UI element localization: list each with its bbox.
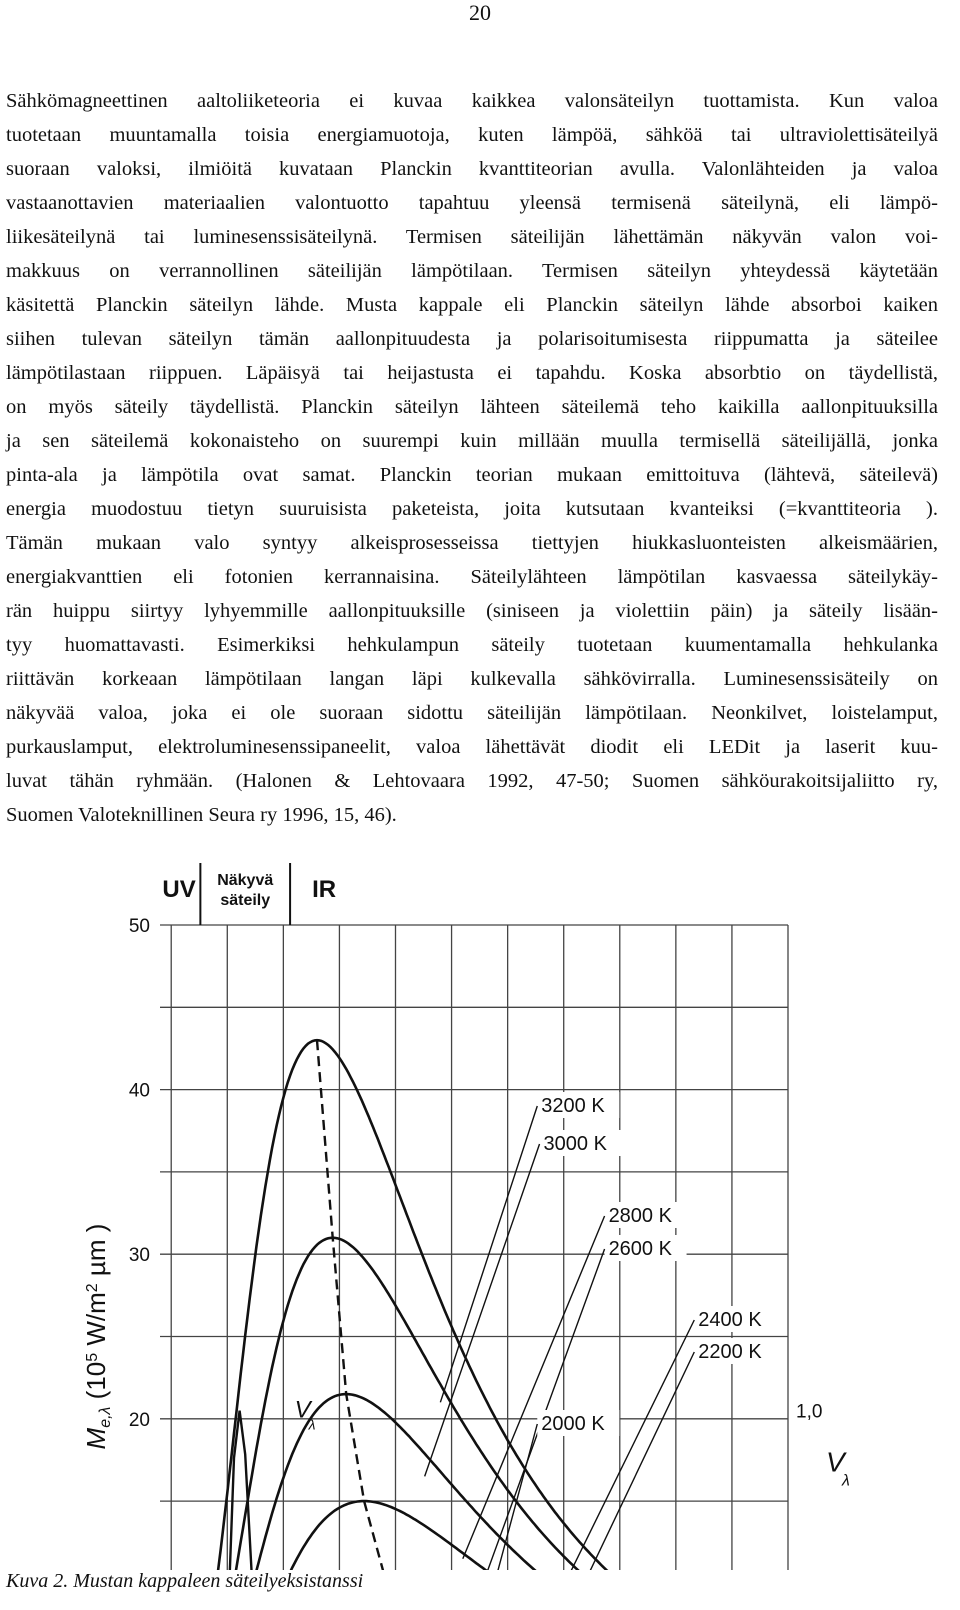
paragraph-line: Suomen Valoteknillinen Seura ry 1996, 15, 46). — [6, 804, 397, 826]
planck-curve-3200k — [160, 1040, 788, 1570]
y2-axis-label-sub: λ — [842, 1472, 850, 1490]
paragraph-line: vastaanottavien materiaalien valontuotto tapahtuu yleensä termisenä säteilynä, eli lämpö- — [6, 192, 938, 214]
region-label-visible: Näkyvä — [217, 872, 274, 889]
paragraph-line: liikesäteilynä tai luminesenssisäteilynä. Termisen säteilijän lähettämän näkyvän valon voi- — [6, 226, 938, 248]
chart-labels — [81, 872, 850, 1570]
paragraph-line: riittävän korkeaan lämpötilaan langan läpi kulkevalla sähkövirralla. Luminesenssisäteily on — [6, 668, 938, 690]
planck-curve-2800k — [160, 1394, 788, 1570]
chart-grid — [160, 925, 788, 1570]
paragraph-line: Tämän mukaan valo syntyy alkeisprosesseissa tiettyjen hiukkasluonteisten alkeismäärien, — [6, 532, 938, 554]
region-label-visible: säteily — [220, 892, 271, 909]
body-paragraph — [6, 84, 938, 832]
paragraph-line: pinta-ala ja lämpötila ovat samat. Planckin teorian mukaan emittoituva (lähtevä, säteilevä) — [6, 464, 938, 486]
v-lambda-curve — [200, 1411, 283, 1570]
y-tick-label: 20 — [128, 1409, 150, 1431]
paragraph-line: ja sen säteilemä kokonaisteho on suurempi kuin millään muulla termisellä säteilijällä, jonka — [6, 430, 938, 452]
series-leader-line — [474, 1249, 605, 1570]
y-tick-label: 50 — [128, 916, 150, 937]
paragraph-line: on myös säteily täydellistä. Planckin säteilyn lähteen säteilemä teho kaikilla aallonpituuksilla — [6, 396, 938, 418]
series-label: 3200 K — [541, 1095, 605, 1117]
series-leader-line — [452, 1424, 538, 1570]
paragraph-line: lämpötilastaan riippuen. Läpäisyä tai heijastusta ei tapahdu. Koska absorbtio on täydellistä, — [6, 362, 938, 384]
v-lambda-label-sub: λ — [308, 1416, 316, 1433]
figure-caption: Kuva 2. Mustan kappaleen säteilyeksistanssi — [6, 1570, 364, 1592]
series-label: 2200 K — [698, 1341, 762, 1363]
series-label: 3000 K — [543, 1133, 607, 1155]
series-leader-line — [425, 1144, 540, 1476]
y-axis-label-text: Me,λ ($10^5$ $W/m^2$ µm ) — [81, 1223, 114, 1450]
y-axis-label — [81, 1224, 114, 1450]
paragraph-line: energiakvanttien eli fotonien kerrannaisina. Säteilylähteen lämpötilan kasvaessa säteilykäy- — [6, 566, 938, 588]
paragraph-line: rän huippu siirtyy lyhyemmille aallonpituuksille (siniseen ja violettiin päin) ja säteily lisään- — [6, 600, 938, 622]
series-leader-line — [519, 1320, 694, 1570]
paragraph-line: suoraan valoksi, ilmiöitä kuvataan Planckin kvanttiteorian avulla. Valonlähteiden ja valoa — [6, 158, 938, 180]
v-lambda-label: V — [294, 1396, 311, 1424]
region-label-ir: IR — [312, 876, 337, 903]
paragraph-line: energia muodostuu tietyn suuruisista paketeista, joita kutsutaan kvanteiksi (=kvanttiteoria ). — [6, 498, 938, 520]
paragraph-line: makkuus on verrannollinen säteilijän lämpötilaan. Termisen säteilyn yhteydessä käytetään — [6, 260, 938, 282]
y-tick-label: 40 — [128, 1080, 150, 1102]
y2-axis-label: V — [826, 1446, 845, 1478]
series-label: 2800 K — [608, 1205, 672, 1227]
blackbody-chart-figure — [0, 840, 960, 1570]
paragraph-line: luvat tähän ryhmään. (Halonen & Lehtovaara 1992, 47-50; Suomen sähköurakoitsijaliitto ry, — [6, 770, 938, 792]
paragraph-line: käsitettä Planckin säteilyn lähde. Musta kappale eli Planckin säteilyn lähde absorboi kaiken — [6, 294, 938, 316]
paragraph-line: tuotetaan muuntamalla toisia energiamuotoja, kuten lämpöä, sähköä tai ultraviolettisäteilyä — [6, 124, 938, 146]
region-label-uv: UV — [162, 876, 196, 903]
blackbody-chart — [0, 840, 960, 1570]
paragraph-line: tyy huomattavasti. Esimerkiksi hehkulampun säteily tuotetaan kuumentamalla hehkulanka — [6, 634, 938, 656]
series-label: 2000 K — [541, 1413, 605, 1435]
y2-tick-label: 1,0 — [796, 1401, 823, 1423]
paragraph-line: siihen tulevan säteilyn tämän aallonpituudesta ja polarisoitumisesta riippumatta ja säteilee — [6, 328, 938, 350]
series-label: 2600 K — [608, 1238, 672, 1260]
paragraph-line: näkyvää valoa, joka ei ole suoraan sidottu säteilijän lämpötilaan. Neonkilvet, loistelamput, — [6, 702, 938, 724]
y-tick-label: 30 — [128, 1245, 150, 1267]
paragraph-line: Sähkömagneettinen aaltoliiketeoria ei kuvaa kaikkea valonsäteilyn tuottamista. Kun valoa — [6, 90, 938, 112]
chart-curves — [160, 1040, 788, 1570]
planck-curve-3000k — [160, 1238, 788, 1570]
paragraph-line: purkauslamput, elektroluminesenssipaneelit, valoa lähettävät diodit eli LEDit ja laserit kuu- — [6, 736, 938, 758]
series-label: 2400 K — [698, 1309, 762, 1331]
page-number: 20 — [469, 0, 491, 25]
